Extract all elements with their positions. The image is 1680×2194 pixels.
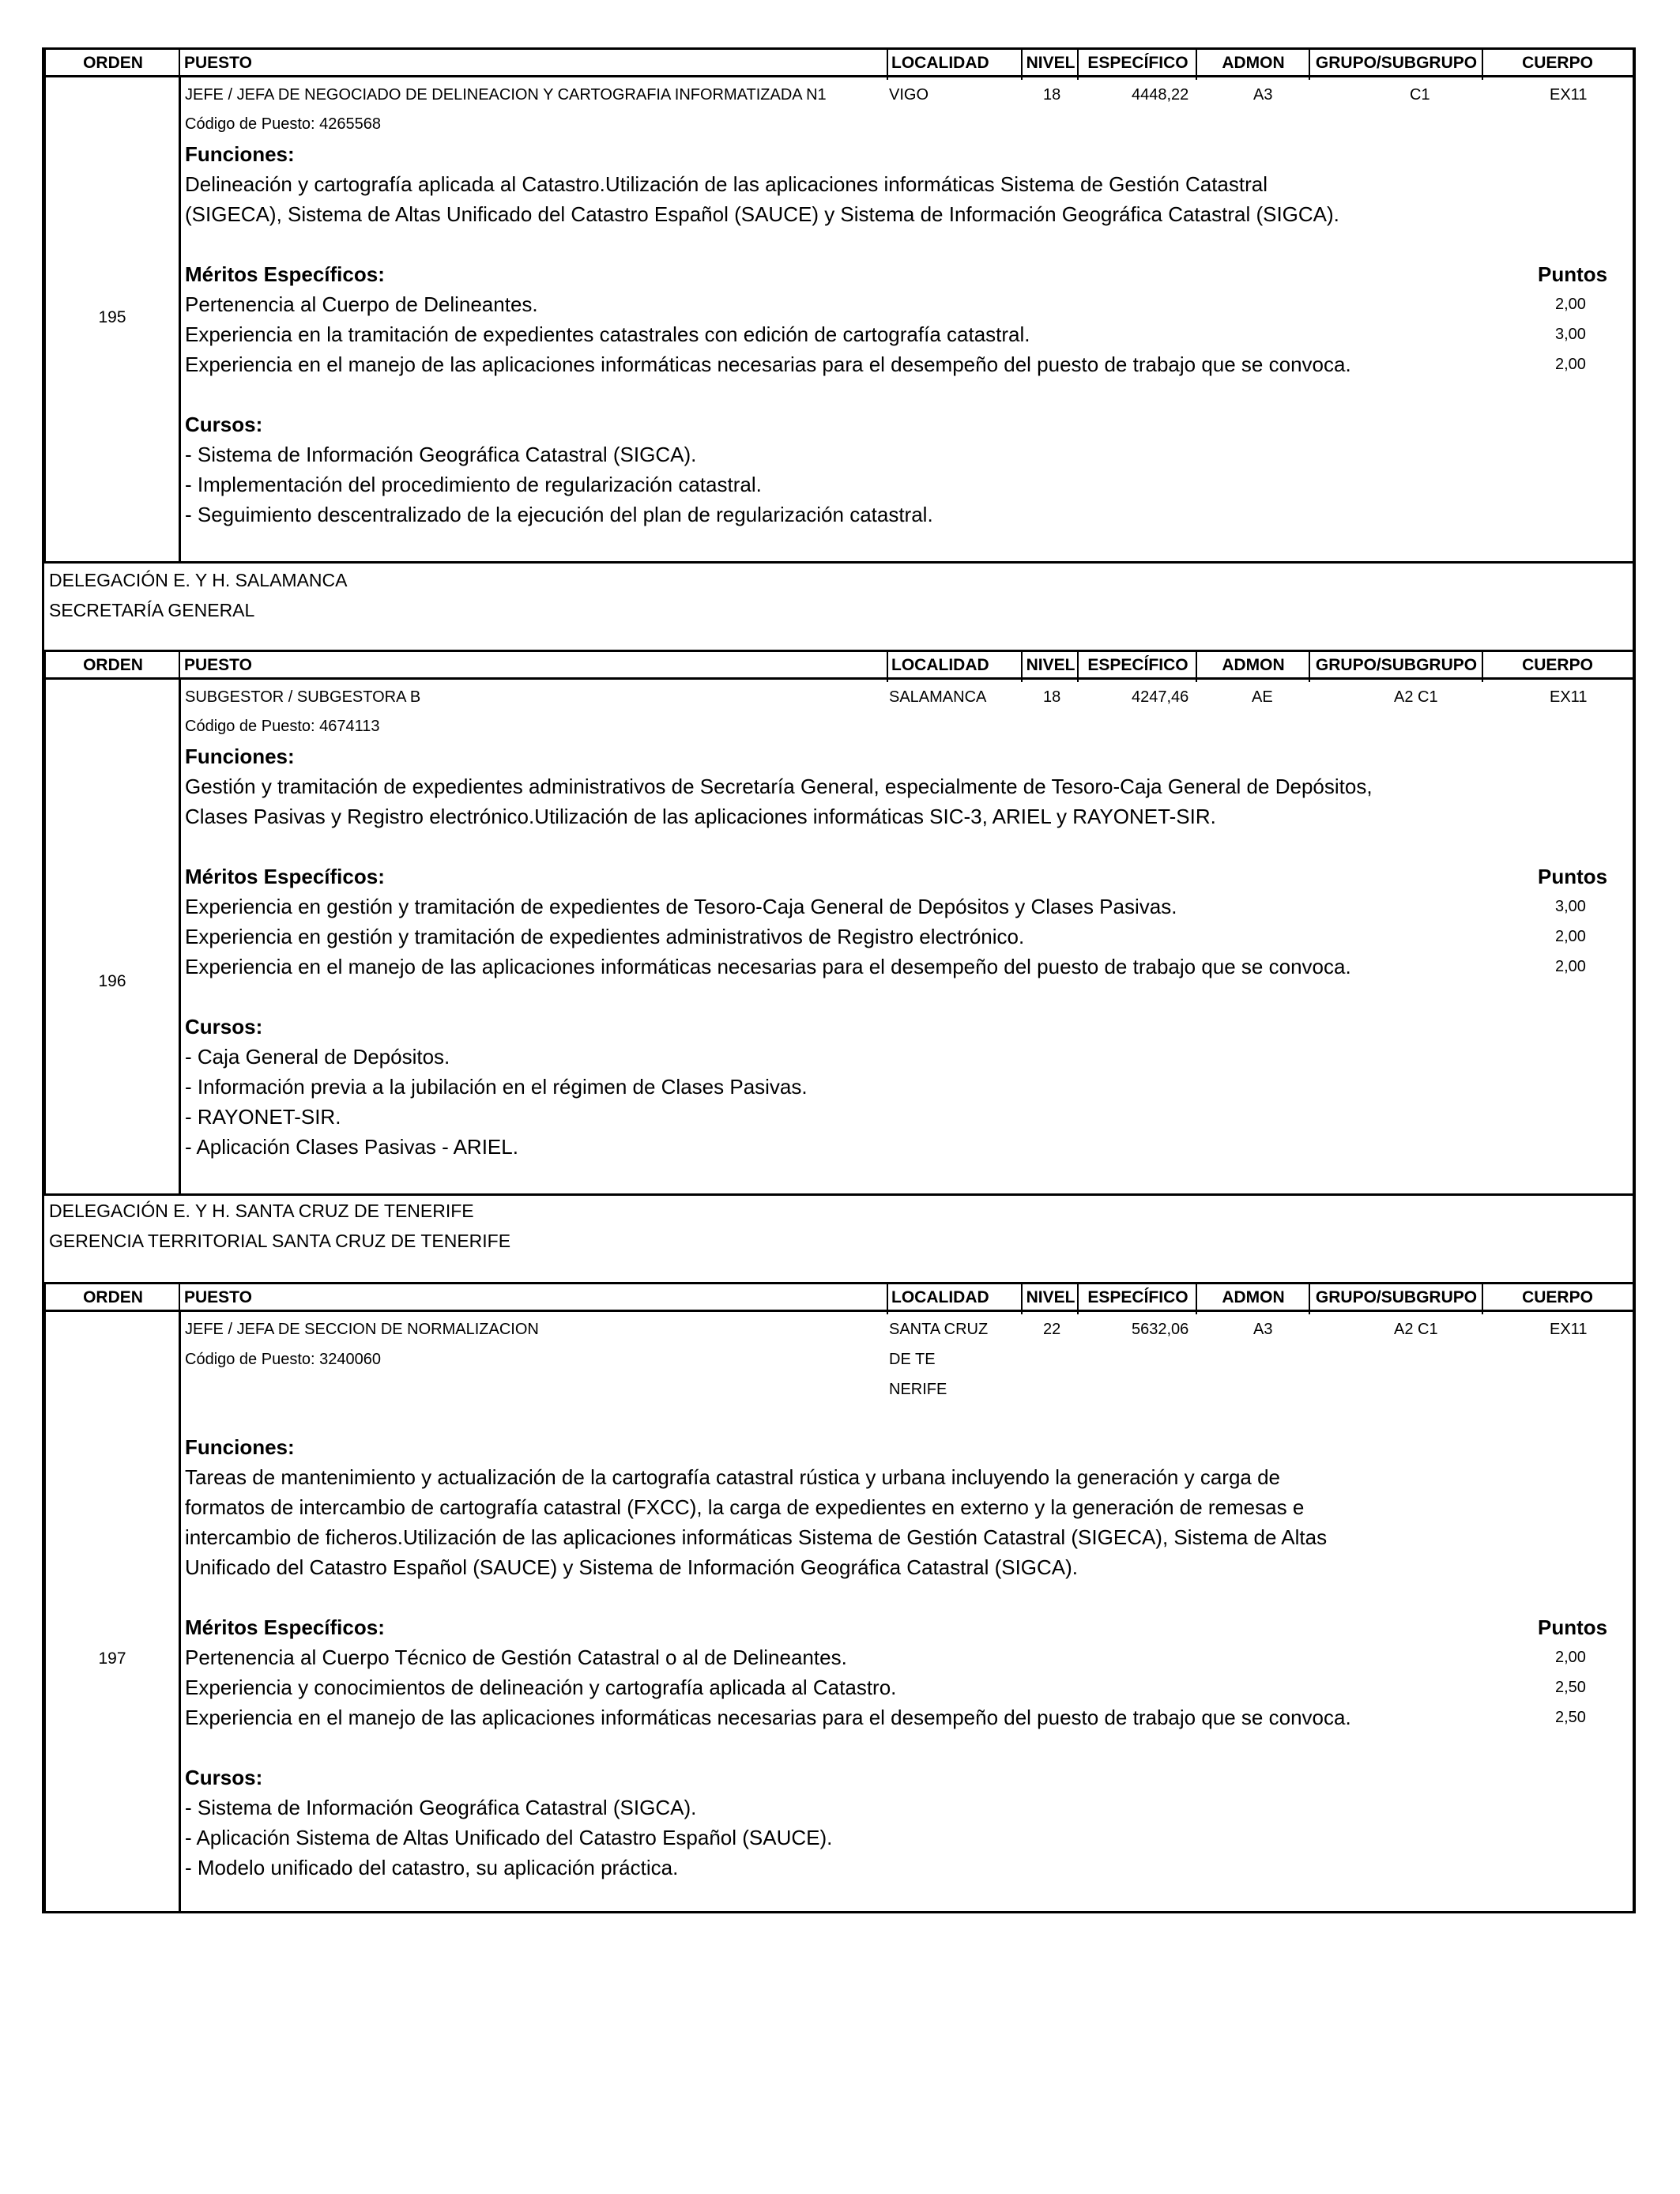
merito-puntos: 2,00	[1555, 296, 1586, 313]
header-grupo: GRUPO/SUBGRUPO	[1315, 656, 1478, 674]
header-especifico: ESPECÍFICO	[1087, 1288, 1188, 1306]
cursos-label: Cursos:	[185, 1766, 263, 1789]
merito-text: Experiencia en el manejo de las aplicaciones informáticas necesarias para el desempeño del puesto de trabajo que se convoca.	[185, 1706, 1351, 1729]
curso-item: - RAYONET-SIR.	[185, 1105, 341, 1129]
curso-item: - Sistema de Información Geográfica Catastral (SIGCA).	[185, 1796, 697, 1819]
curso-item: - Aplicación Clases Pasivas - ARIEL.	[185, 1135, 518, 1159]
header-nivel: NIVEL	[1026, 54, 1075, 72]
codigo-puesto: Código de Puesto: 4674113	[185, 718, 380, 735]
orden-number: 195	[98, 308, 126, 326]
section-separator-salamanca	[42, 561, 1636, 650]
section-separator-tenerife	[42, 1193, 1636, 1282]
header-especifico: ESPECÍFICO	[1087, 656, 1188, 674]
header-admon: ADMON	[1222, 54, 1285, 72]
header-puesto: PUESTO	[184, 656, 252, 674]
puntos-label: Puntos	[1538, 1615, 1608, 1639]
puntos-label: Puntos	[1538, 262, 1608, 286]
header-orden: ORDEN	[83, 54, 143, 72]
nivel: 18	[1043, 688, 1061, 706]
especifico: 5632,06	[1132, 1321, 1189, 1338]
merito-puntos: 2,00	[1555, 1649, 1586, 1666]
header-admon: ADMON	[1222, 1288, 1285, 1306]
codigo-puesto: Código de Puesto: 4265568	[185, 115, 381, 133]
puesto-name: JEFE / JEFA DE NEGOCIADO DE DELINEACION Y CARTOGRAFIA INFORMATIZADA N1	[185, 86, 827, 104]
job-block-195	[42, 47, 1636, 561]
header-nivel: NIVEL	[1026, 656, 1075, 674]
funciones-line: formatos de intercambio de cartografía catastral (FXCC), la carga de expedientes en externo y la generación de remesas e	[185, 1495, 1305, 1519]
especifico: 4247,46	[1132, 688, 1189, 706]
header-orden: ORDEN	[83, 656, 143, 674]
header-localidad: LOCALIDAD	[891, 1288, 989, 1306]
cuerpo: EX11	[1550, 86, 1588, 104]
header-especifico: ESPECÍFICO	[1087, 54, 1188, 72]
especifico: 4448,22	[1132, 86, 1189, 104]
admon: A3	[1253, 1321, 1273, 1338]
header-grupo: GRUPO/SUBGRUPO	[1315, 1288, 1478, 1306]
funciones-label: Funciones:	[185, 1435, 295, 1459]
nivel: 18	[1043, 86, 1061, 104]
curso-item: - Seguimiento descentralizado de la ejecución del plan de regularización catastral.	[185, 503, 933, 526]
header-localidad: LOCALIDAD	[891, 54, 989, 72]
funciones-line: intercambio de ficheros.Utilización de las aplicaciones informáticas Sistema de Gestión Catastral (SIGECA), Sistema de Altas	[185, 1525, 1328, 1549]
puesto-name: SUBGESTOR / SUBGESTORA B	[185, 688, 421, 706]
funciones-line: Clases Pasivas y Registro electrónico.Utilización de las aplicaciones informáticas SIC-3, ARIEL y RAYONET-SIR.	[185, 805, 1216, 828]
cursos-label: Cursos:	[185, 1015, 263, 1039]
merito-text: Experiencia en la tramitación de expedientes catastrales con edición de cartografía catastral.	[185, 322, 1030, 346]
curso-item: - Información previa a la jubilación en el régimen de Clases Pasivas.	[185, 1075, 808, 1099]
document-table	[42, 47, 1636, 1913]
curso-item: - Caja General de Depósitos.	[185, 1045, 450, 1069]
merito-puntos: 2,00	[1555, 958, 1586, 975]
orden-number: 197	[98, 1649, 126, 1668]
unidad-title: SECRETARÍA GENERAL	[49, 600, 255, 620]
unidad-title: GERENCIA TERRITORIAL SANTA CRUZ DE TENERIFE	[49, 1231, 511, 1251]
merito-text: Experiencia en gestión y tramitación de expedientes de Tesoro-Caja General de Depósitos y Clases Pasivas.	[185, 895, 1177, 918]
nivel: 22	[1043, 1321, 1061, 1338]
funciones-label: Funciones:	[185, 142, 295, 166]
puesto-name: JEFE / JEFA DE SECCION DE NORMALIZACION	[185, 1321, 539, 1338]
table-header	[46, 1282, 1633, 1312]
funciones-line: Tareas de mantenimiento y actualización de la cartografía catastral rústica y urbana incluyendo la generación y carga de	[185, 1465, 1281, 1489]
header-puesto: PUESTO	[184, 54, 252, 72]
grupo: C1	[1410, 86, 1430, 104]
orden-number: 196	[98, 972, 126, 990]
header-grupo: GRUPO/SUBGRUPO	[1315, 54, 1478, 72]
header-nivel: NIVEL	[1026, 1288, 1075, 1306]
job-block-196	[42, 650, 1636, 1193]
admon: A3	[1253, 86, 1273, 104]
localidad-line: DE TE	[889, 1351, 936, 1368]
merito-puntos: 3,00	[1555, 326, 1586, 343]
cursos-label: Cursos:	[185, 413, 263, 436]
funciones-label: Funciones:	[185, 745, 295, 768]
delegacion-title: DELEGACIÓN E. Y H. SANTA CRUZ DE TENERIFE	[49, 1201, 474, 1221]
job-block-197	[42, 1282, 1636, 1913]
cuerpo: EX11	[1550, 688, 1588, 706]
meritos-label: Méritos Específicos:	[185, 1615, 385, 1639]
localidad: SALAMANCA	[889, 688, 987, 706]
header-cuerpo: CUERPO	[1522, 1288, 1593, 1306]
header-cuerpo: CUERPO	[1522, 54, 1593, 72]
admon: AE	[1252, 688, 1273, 706]
curso-item: - Implementación del procedimiento de regularización catastral.	[185, 473, 762, 496]
curso-item: - Modelo unificado del catastro, su aplicación práctica.	[185, 1856, 679, 1879]
merito-text: Experiencia en el manejo de las aplicaciones informáticas necesarias para el desempeño del puesto de trabajo que se convoca.	[185, 352, 1351, 376]
header-cuerpo: CUERPO	[1522, 656, 1593, 674]
puntos-label: Puntos	[1538, 865, 1608, 888]
header-orden: ORDEN	[83, 1288, 143, 1306]
header-puesto: PUESTO	[184, 1288, 252, 1306]
localidad-line: NERIFE	[889, 1381, 947, 1398]
funciones-line: Unificado del Catastro Español (SAUCE) y Sistema de Información Geográfica Catastral (SIGCA).	[185, 1555, 1079, 1579]
meritos-label: Méritos Específicos:	[185, 262, 385, 286]
funciones-line: (SIGECA), Sistema de Altas Unificado del Catastro Español (SAUCE) y Sistema de Información Geográfica Catastral (SIGCA).	[185, 202, 1339, 226]
funciones-line: Gestión y tramitación de expedientes administrativos de Secretaría General, especialmente de Tesoro-Caja General de Depósitos,	[185, 775, 1373, 798]
merito-text: Experiencia en gestión y tramitación de expedientes administrativos de Registro electrónico.	[185, 925, 1025, 948]
codigo-puesto: Código de Puesto: 3240060	[185, 1351, 381, 1368]
curso-item: - Aplicación Sistema de Altas Unificado del Catastro Español (SAUCE).	[185, 1826, 833, 1849]
curso-item: - Sistema de Información Geográfica Catastral (SIGCA).	[185, 443, 697, 466]
merito-puntos: 3,00	[1555, 898, 1586, 915]
meritos-label: Méritos Específicos:	[185, 865, 385, 888]
merito-text: Experiencia en el manejo de las aplicaciones informáticas necesarias para el desempeño del puesto de trabajo que se convoca.	[185, 955, 1351, 978]
table-header	[46, 650, 1633, 680]
grupo: A2 C1	[1394, 1321, 1438, 1338]
grupo: A2 C1	[1394, 688, 1438, 706]
merito-text: Pertenencia al Cuerpo de Delineantes.	[185, 292, 538, 316]
localidad: VIGO	[889, 86, 929, 104]
header-localidad: LOCALIDAD	[891, 656, 989, 674]
merito-puntos: 2,50	[1555, 1709, 1586, 1726]
merito-text: Experiencia y conocimientos de delineación y cartografía aplicada al Catastro.	[185, 1676, 897, 1699]
header-admon: ADMON	[1222, 656, 1285, 674]
funciones-line: Delineación y cartografía aplicada al Catastro.Utilización de las aplicaciones informáticas Sistema de Gestión Catastral	[185, 172, 1268, 196]
merito-puntos: 2,50	[1555, 1679, 1586, 1696]
cuerpo: EX11	[1550, 1321, 1588, 1338]
delegacion-title: DELEGACIÓN E. Y H. SALAMANCA	[49, 570, 348, 590]
localidad-line: SANTA CRUZ	[889, 1321, 989, 1338]
merito-puntos: 2,00	[1555, 356, 1586, 373]
merito-text: Pertenencia al Cuerpo Técnico de Gestión Catastral o al de Delineantes.	[185, 1646, 847, 1669]
table-header	[46, 47, 1633, 77]
merito-puntos: 2,00	[1555, 928, 1586, 945]
